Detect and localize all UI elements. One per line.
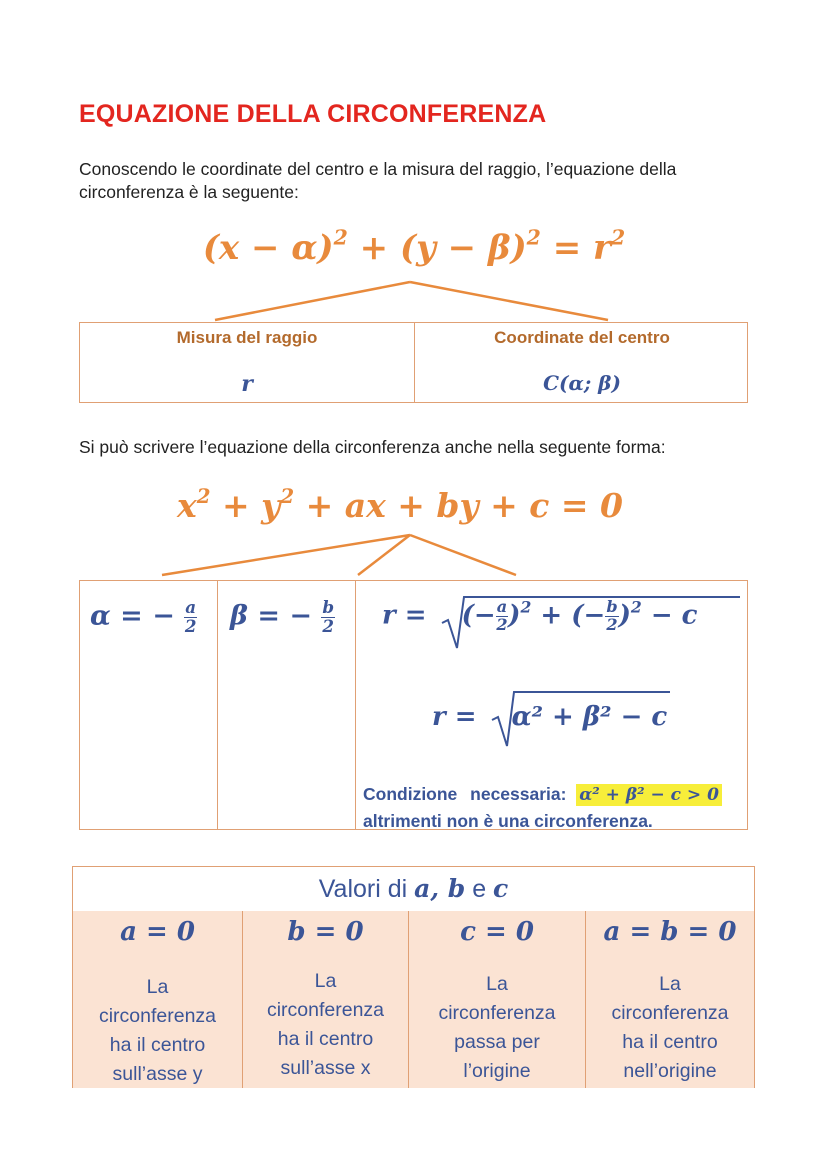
- radius-formula-1: [382, 599, 698, 634]
- values-header-b: b: [447, 874, 466, 903]
- eq1-part: = r: [540, 228, 611, 268]
- connector-line-left: [215, 282, 410, 320]
- intro-paragraph: Conoscendo le coordinate del centro e la misura del raggio, l’equazione della circonferenza è la seguente:: [79, 159, 677, 202]
- radius-value: r: [241, 371, 253, 397]
- values-header-text: Valori di: [318, 875, 415, 903]
- table-divider: [217, 581, 218, 829]
- connector-line-2-right: [410, 535, 516, 575]
- general-form-intro: Si può scrivere l’equazione della circonferenza anche nella seguente forma:: [79, 437, 666, 457]
- connector-line-right: [410, 282, 608, 320]
- radius-formula-2: [432, 702, 667, 732]
- values-table-body: [73, 911, 754, 1088]
- condition-text: altrimenti non è una circonferenza.: [363, 811, 653, 831]
- sqrt-symbol: [490, 688, 670, 748]
- column-line: sull’asse x: [280, 1057, 371, 1079]
- r1-plus: +: [540, 600, 563, 631]
- column-head: c = 0: [460, 917, 534, 947]
- center-header: Coordinate del centro: [494, 328, 670, 347]
- column-line: ha il centro: [277, 1028, 374, 1050]
- r1-exp: 2: [630, 597, 642, 617]
- values-column-c: [409, 911, 585, 1088]
- alpha-formula: [90, 599, 197, 635]
- values-header-c: c: [493, 874, 509, 903]
- eq2-exp: 2: [196, 484, 211, 509]
- column-line: l’origine: [463, 1060, 531, 1082]
- r1-close: ): [508, 600, 521, 631]
- alpha-lhs: α = −: [90, 600, 175, 632]
- column-line: circonferenza: [611, 1002, 729, 1024]
- r1-minus-c: − c: [650, 600, 698, 631]
- radius-header: Misura del raggio: [176, 328, 318, 347]
- r1-den-b: 2: [606, 614, 618, 634]
- column-line: sull’asse y: [112, 1063, 203, 1085]
- beta-den: 2: [322, 615, 335, 636]
- column-line: nell’origine: [623, 1060, 717, 1082]
- column-head: a = 0: [120, 917, 195, 947]
- beta-formula: [230, 599, 335, 635]
- values-table-header: [73, 867, 754, 912]
- alpha-fraction: [184, 599, 197, 635]
- column-head: a = b = 0: [603, 917, 737, 947]
- column-line: La: [659, 973, 681, 995]
- beta-fraction: [321, 599, 335, 635]
- values-column-b: [243, 911, 408, 1088]
- r1-open: (−: [571, 600, 606, 631]
- alpha-num: a: [185, 597, 197, 617]
- beta-lhs: β = −: [230, 600, 312, 632]
- column-line: circonferenza: [266, 999, 385, 1021]
- column-head: b = 0: [287, 917, 364, 947]
- values-header-sep: e: [465, 875, 494, 903]
- center-value: C(α; β): [543, 371, 621, 395]
- alpha-den: 2: [184, 615, 197, 636]
- table-divider: [355, 581, 356, 829]
- condition-note: [363, 781, 722, 834]
- r1-num-b: b: [606, 597, 618, 616]
- column-line: ha il centro: [109, 1034, 206, 1056]
- eq1-exp: 2: [526, 225, 541, 250]
- values-column-ab: [586, 911, 754, 1088]
- values-table: [72, 866, 755, 1088]
- eq1-exp: 2: [333, 225, 348, 250]
- column-line: circonferenza: [98, 1005, 217, 1027]
- r2-lhs: r =: [432, 702, 477, 732]
- column-line: La: [314, 970, 337, 992]
- eq2-part: + ax + by + c = 0: [294, 486, 623, 525]
- r1-close: ): [618, 600, 631, 631]
- column-line: ha il centro: [622, 1031, 718, 1053]
- r1-den-a: 2: [496, 614, 508, 634]
- column-line: passa per: [454, 1031, 540, 1053]
- eq2-part: + y: [210, 486, 281, 525]
- r1-open: (−: [461, 600, 496, 631]
- column-line: circonferenza: [438, 1002, 556, 1024]
- page-title: EQUAZIONE DELLA CIRCONFERENZA: [79, 100, 547, 128]
- beta-num: b: [322, 597, 335, 617]
- radius-center-table: [79, 322, 748, 403]
- eq1-exp: 2: [610, 225, 626, 250]
- coefficients-table: [79, 580, 748, 830]
- values-column-a: [73, 911, 242, 1088]
- condition-formula: α² + β² − c > 0: [576, 784, 722, 806]
- r1-exp: 2: [520, 597, 532, 617]
- eq2-exp: 2: [280, 484, 295, 509]
- values-header-a: a: [414, 874, 431, 903]
- column-line: La: [146, 976, 169, 998]
- column-line: La: [486, 973, 508, 995]
- r1-root: [440, 599, 698, 634]
- eq2-part: x: [177, 486, 197, 525]
- sqrt-symbol: [440, 593, 740, 653]
- eq1-part: (x − α): [202, 228, 334, 268]
- r2-body: α² + β² − c: [511, 702, 668, 732]
- condition-label: Condizione necessaria:: [363, 784, 567, 804]
- r1-lhs: r =: [382, 600, 427, 631]
- r2-root: [490, 702, 668, 732]
- connector-line-2-left: [162, 535, 410, 575]
- equation-general-form: [0, 486, 800, 525]
- r1-num-a: a: [496, 597, 508, 616]
- values-header-sep: ,: [430, 874, 448, 903]
- eq1-part: + (y − β): [347, 228, 527, 268]
